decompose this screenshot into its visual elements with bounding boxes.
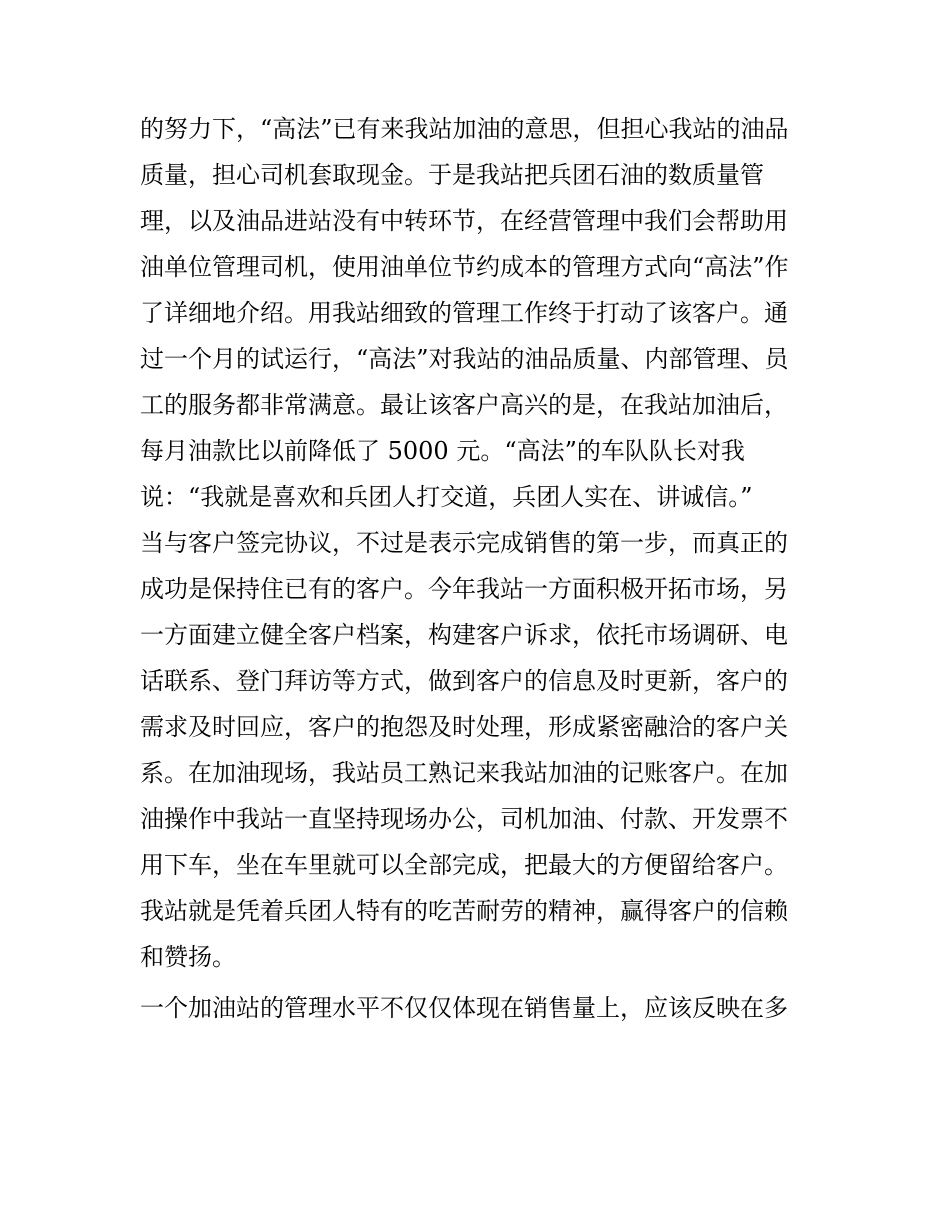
text-line: 工的服务都非常满意。最让该客户高兴的是，在我站加油后， bbox=[140, 391, 788, 419]
text-line: 油单位管理司机，使用油单位节约成本的管理方式向“高法”作 bbox=[140, 253, 789, 281]
text-line: 过一个月的试运行，“高法”对我站的油品质量、内部管理、员 bbox=[140, 345, 789, 373]
text-line: 系。在加油现场，我站员工熟记来我站加油的记账客户。在加 bbox=[140, 759, 788, 787]
text-line: 说：“我就是喜欢和兵团人打交道，兵团人实在、讲诚信。” bbox=[140, 483, 753, 511]
text-line: 一个加油站的管理水平不仅仅体现在销售量上，应该反映在多 bbox=[140, 994, 788, 1022]
body-text bbox=[140, 106, 820, 1031]
text-line: 一方面建立健全客户档案，构建客户诉求，依托市场调研、电 bbox=[140, 621, 788, 649]
text-line: 的努力下，“高法”已有来我站加油的意思，但担心我站的油品 bbox=[140, 115, 789, 143]
text-line: 理，以及油品进站没有中转环节，在经营管理中我们会帮助用 bbox=[140, 207, 788, 235]
text-line: 和赞扬。 bbox=[140, 943, 236, 971]
text-line: 每月油款比以前降低了 5000 元。“高法”的车队队长对我 bbox=[140, 437, 745, 465]
text-line: 油操作中我站一直坚持现场办公，司机加油、付款、开发票不 bbox=[140, 805, 788, 833]
text-line: 用下车，坐在车里就可以全部完成，把最大的方便留给客户。 bbox=[140, 851, 788, 879]
text-line: 我站就是凭着兵团人特有的吃苦耐劳的精神，赢得客户的信赖 bbox=[140, 897, 788, 925]
text-line: 成功是保持住已有的客户。今年我站一方面积极开拓市场，另 bbox=[140, 575, 788, 603]
text-line: 当与客户签完协议，不过是表示完成销售的第一步，而真正的 bbox=[140, 529, 788, 557]
text-line: 需求及时回应，客户的抱怨及时处理，形成紧密融洽的客户关 bbox=[140, 713, 788, 741]
text-line: 话联系、登门拜访等方式，做到客户的信息及时更新，客户的 bbox=[140, 667, 788, 695]
text-line: 质量，担心司机套取现金。于是我站把兵团石油的数质量管 bbox=[140, 161, 764, 189]
text-line: 了详细地介绍。用我站细致的管理工作终于打动了该客户。通 bbox=[140, 299, 788, 327]
